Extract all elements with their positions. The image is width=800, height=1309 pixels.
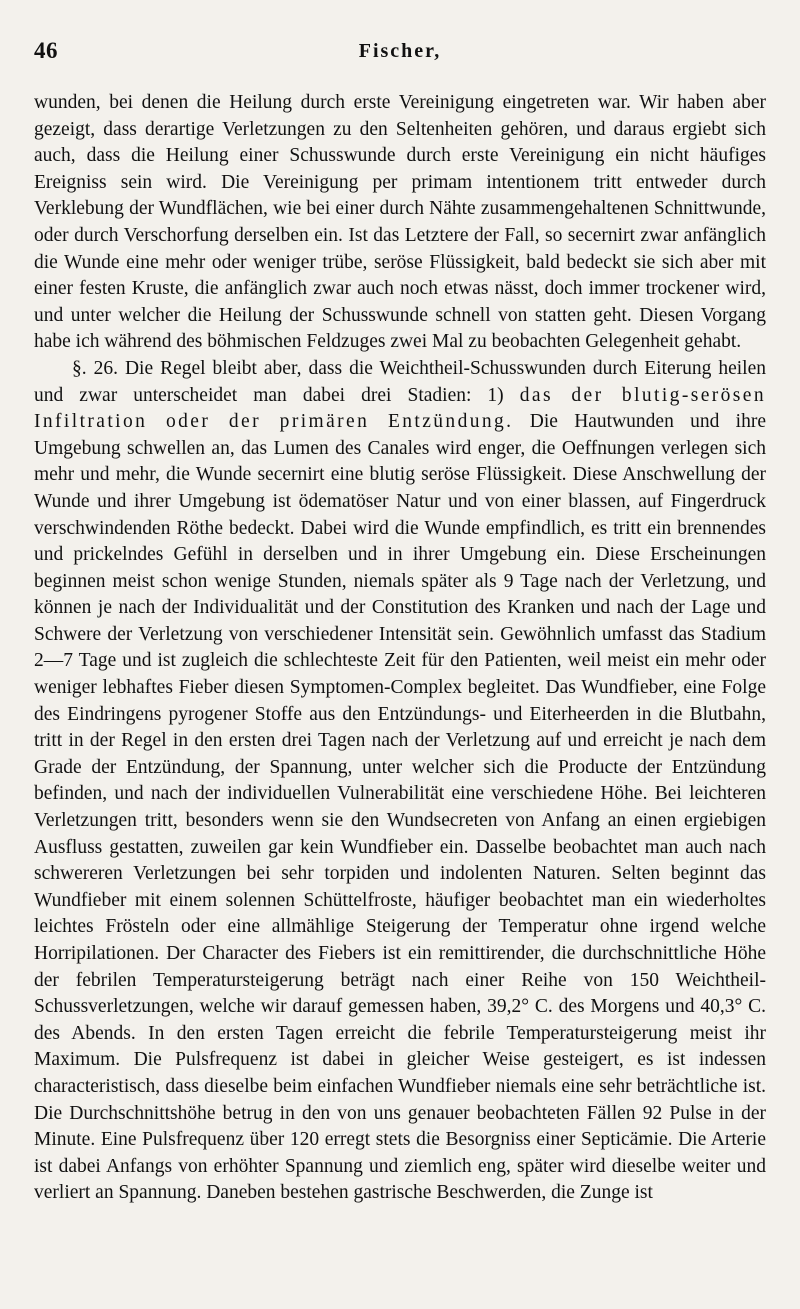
paragraph-section-26 bbox=[34, 356, 766, 1207]
paragraph-text: Die Hautwunden und ihre Umgebung schwellen an, das Lumen des Canales wird enger, die Oeffnungen verlegen sich mehr und mehr, die Wunde secernirt eine blutig seröse Flüssigkeit. Diese Anschwellung der Wunde und ihrer Umgebung ist ödematöser Natur und von einer blassen, auf Fingerdruck verschwindenden Röthe bedeckt. Dabei wird die Wunde empfindlich, es tritt ein brennendes und prickelndes Gefühl in derselben und in ihrer Umgebung ein. Diese Erscheinungen beginnen meist schon wenige Stunden, niemals später als 9 Tage nach der Verletzung, und können je nach der Individualität und der Constitution des Kranken und nach der Lage und Schwere der Verletzung von verschiedener Intensität sein. Gewöhnlich umfasst das Stadium 2—7 Tage und ist zugleich die schlechteste Zeit für den Patienten, weil meist ein mehr oder weniger lebhaftes Fieber diesen Symptomen-Complex begleitet. Das Wundfieber, eine Folge des Eindringens pyrogener Stoffe aus den Entzündungs- und Eiterheerden in die Blutbahn, tritt in der Regel in den ersten drei Tagen nach der Verletzung auf und erreicht je nach dem Grade der Entzündung, der Spannung, unter welcher sich die Producte der Entzündung befinden, und nach der individuellen Vulnerabilität eine verschiedene Höhe. Bei leichteren Verletzungen tritt, besonders wenn sie den Wundsecreten von Anfang an einen ergiebigen Ausfluss gestatten, zuweilen gar kein Wundfieber ein. Dasselbe beobachtet man auch nach schwereren Verletzungen bei sehr torpiden und indolenten Naturen. Selten beginnt das Wundfieber mit einem solennen Schüttelfroste, häufiger beobachtet man ein wiederholtes leichtes Frösteln oder eine allmählige Steigerung der Temperatur ohne irgend welche Horripilationen. Der Character des Fiebers ist ein remittirender, die durchschnittliche Höhe der febrilen Temperatursteigerung beträgt nach einer Reihe von 150 Weichtheil-Schussverletzungen, welche wir darauf gemessen haben, 39,2° C. des Morgens und 40,3° C. des Abends. In den ersten Tagen erreicht die febrile Temperatursteigerung meist ihr Maximum. Die Pulsfrequenz ist dabei in gleicher Weise gesteigert, es ist indessen characteristisch, dass dieselbe beim einfachen Wundfieber niemals eine sehr beträchtliche ist. Die Durchschnittshöhe betrug in den von uns genauer beobachteten Fällen 92 Pulse in der Minute. Eine Pulsfrequenz über 120 erregt stets die Besorgniss einer Septicämie. Die Arterie ist dabei Anfangs von erhöhter Spannung und ziemlich eng, später wird dieselbe weiter und verliert an Spannung. Daneben bestehen gastrische Beschwerden, die Zunge ist bbox=[34, 411, 766, 1204]
running-head bbox=[34, 34, 766, 72]
paragraph-text: wunden, bei denen die Heilung durch erste Vereinigung eingetreten war. Wir haben aber gezeigt, dass derartige Verletzungen zu den Seltenheiten gehören, und daraus ergiebt sich auch, dass die Heilung einer Schusswunde durch erste Vereinigung ein nicht häufiges Ereigniss sein wird. Die Vereinigung per primam intentionem tritt entweder durch Verklebung der Wundflächen, wie bei einer durch Nähte zusammengehaltenen Schnittwunde, oder durch Verschorfung derselben ein. Ist das Letztere der Fall, so secernirt zwar anfänglich die Wunde eine mehr oder weniger trübe, seröse Flüssigkeit, bald bedeckt sie sich aber mit einer festen Kruste, die anfänglich zwar auch noch etwas nässt, doch immer trockener wird, und unter welcher die Heilung der Schusswunde schnell von statten geht. Diesen Vorgang habe ich während des böhmischen Feldzuges zwei Mal zu beobachten Gelegenheit gehabt. bbox=[34, 92, 766, 353]
paragraph-text: §. 26. Die Regel bleibt aber, dass die Weichtheil-Schusswunden durch Eiterung heilen und zwar unterscheidet man dabei drei Stadien: 1) bbox=[34, 357, 766, 406]
emphasized-stage-name: das der blutig-serösen Infiltration oder der primären Entzündung. bbox=[34, 384, 766, 433]
running-title: Fischer, bbox=[358, 40, 442, 62]
paragraph-continuation bbox=[34, 90, 766, 356]
page-number: 46 bbox=[34, 38, 58, 63]
body-text bbox=[34, 90, 766, 1207]
